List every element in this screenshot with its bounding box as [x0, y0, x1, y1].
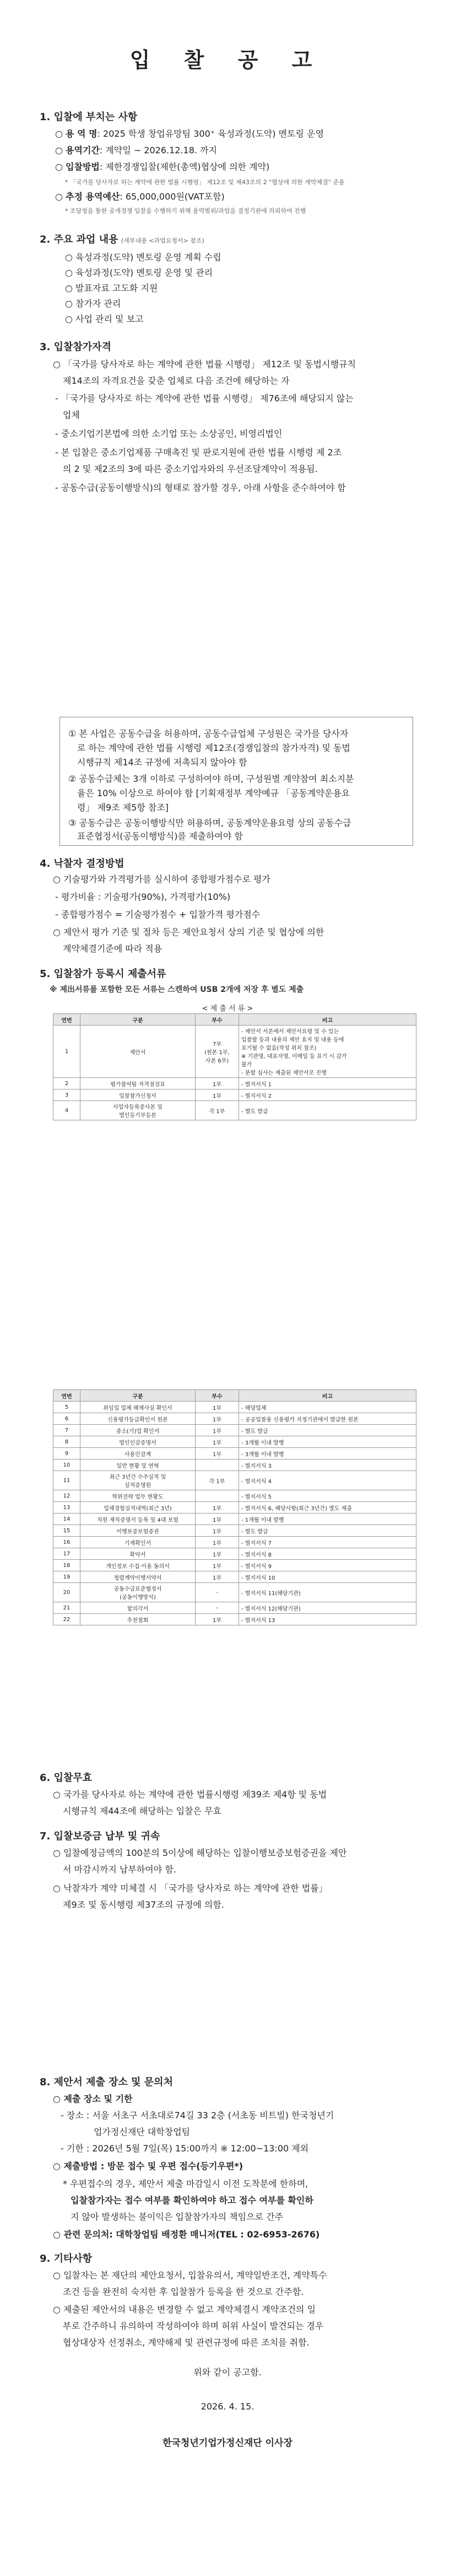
- s7-line: 서 마감시까지 납부하여야 함.: [63, 1864, 176, 1875]
- table-cell: - 별지서식 12(해당기관): [239, 1602, 416, 1614]
- table-cell: - 별도 발급: [239, 1101, 416, 1120]
- s9-line: 부로 간주하니 유의하여 작성하여야 하며 허위 사실이 발견되는 경우: [63, 2321, 324, 2331]
- table-cell: - 별지서식 1: [239, 1078, 416, 1090]
- table-cell: 법인인감증명서: [80, 1436, 196, 1448]
- t2-header: 부수: [196, 1390, 239, 1402]
- table-cell: 19: [53, 1571, 80, 1583]
- table-cell: - 별지서식 11(해당기관): [239, 1583, 416, 1602]
- s2-item: ○ 육성과정(도약) 멘토링 운영 및 관리: [65, 267, 213, 278]
- table-cell: - 1개월 이내 발행: [239, 1514, 416, 1525]
- s9-line: ○ 입찰자는 본 재단의 제안요청서, 입찰유의서, 계약일반조건, 계약특수: [53, 2270, 327, 2280]
- table-cell: 1부: [196, 1425, 239, 1436]
- table-row: [53, 1101, 416, 1120]
- s2-item: ○ 육성과정(도약) 멘토링 운영 계획 수립: [65, 252, 221, 262]
- table-cell: 기재확인서: [80, 1537, 196, 1548]
- table-cell: 20: [53, 1583, 80, 1602]
- section-4-heading: 4. 낙찰자 결정방법: [40, 858, 124, 870]
- table-cell: 17: [53, 1548, 80, 1560]
- s3-line: 의 2 및 제2조의 3에 따른 중소기업자와의 우선조달계약이 적용됨.: [63, 464, 318, 474]
- table-cell: 11: [53, 1471, 80, 1490]
- s8-line: - 장소 : 서울 서초구 서초대로74길 33 2층 (서초동 비트빌) 한국청년기: [61, 2110, 334, 2121]
- box-line: 시행규칙 제14조 규정에 저촉되지 않아야 함: [77, 757, 247, 768]
- table-cell: [196, 1490, 239, 1502]
- table-cell: - 별지서식 4: [239, 1471, 416, 1490]
- table-cell: 1부: [196, 1090, 239, 1101]
- table-row: [53, 1448, 416, 1459]
- table-row: [53, 1548, 416, 1560]
- table-cell: 개인정보 수집·이용 동의서: [80, 1560, 196, 1571]
- table-cell: - 별지서식 10: [239, 1571, 416, 1583]
- s1-item-budget: ○ 추정 용역예산: 65,000,000원(VAT포함): [55, 191, 225, 202]
- s3-line: 제14조의 자격요건을 갖춘 업체로 다음 조건에 해당하는 자: [63, 375, 290, 386]
- table-row: [53, 1402, 416, 1413]
- table-cell: 1부: [196, 1448, 239, 1459]
- table-cell: 1부: [196, 1525, 239, 1537]
- table-cell: 22: [53, 1614, 80, 1625]
- table-cell: - 제안서 서론에서 제안서요령 및 수 있는 입찰할 등과 내용의 제안 효지 및 내용 등에 표기될 수 없음(작성 위치 참조) ※ 기관명, 대표자명, 이메일 등 표기 시 감가 불가 - 분할 심사는 제출된 제안서로 진행: [239, 1026, 416, 1078]
- t2-header: 비고: [239, 1390, 416, 1402]
- table-cell: 1부: [196, 1537, 239, 1548]
- s1-item-method: ○ 입찰방법: 제한경쟁입찰(제한(총액)협상에 의한 계약): [55, 162, 270, 172]
- s3-line: - 공동수급(공동이행방식)의 형태로 참가할 경우, 아래 사항을 준수하여야 함: [55, 482, 346, 493]
- table-cell: 학위전략 업무 현황도: [80, 1490, 196, 1502]
- table-cell: 5: [53, 1402, 80, 1413]
- table-cell: 사업자등록증사본 및 법인등기부등본: [80, 1101, 196, 1120]
- s8-line: ○ 관련 문의처: 대학창업팀 배정환 매니저(TEL : 02-6953-2676): [53, 2229, 320, 2240]
- table-cell: 7부 (원본 1부, 사본 6부): [196, 1026, 239, 1078]
- s1-item-name: ○ 용 역 명: 2025 학생 창업유망팀 300⁺ 육성과정(도약) 멘토링 운영: [55, 128, 324, 139]
- box-line: 령」 제9조 제5항 참조]: [77, 802, 169, 813]
- section-1-heading: 1. 입찰에 부치는 사항: [40, 111, 138, 123]
- table-cell: 청렴계약이행서약서: [80, 1571, 196, 1583]
- s3-line: - 「국가를 당사자로 하는 계약에 관한 법률 시행령」 제76조에 해당되지 않는: [55, 393, 354, 404]
- table-cell: - 별지서식 8: [239, 1548, 416, 1560]
- table-cell: 1부: [196, 1402, 239, 1413]
- t2-header: 구분: [80, 1390, 196, 1402]
- table-row: [53, 1078, 416, 1090]
- table-cell: - 별지서식 3: [239, 1459, 416, 1471]
- table-cell: 2: [53, 1078, 80, 1090]
- s1-note-2: * 조달청을 통한 공개경쟁 입찰을 수행하기 위해 용역범위/과업을 결정기관에 의뢰하여 진행: [65, 207, 306, 214]
- table-cell: - 3개월 이내 발행: [239, 1448, 416, 1459]
- table-cell: 신용평가등급확인서 원본: [80, 1413, 196, 1425]
- table-row: [53, 1560, 416, 1571]
- s7-line: 제9조 및 동시행령 제37조의 규정에 의함.: [63, 1899, 224, 1910]
- submission-table-1: [53, 1013, 416, 1120]
- s8-line: ○ 제출 장소 및 기한: [53, 2094, 133, 2104]
- table-row: [53, 1571, 416, 1583]
- table-row: [53, 1525, 416, 1537]
- table-cell: 1부: [196, 1502, 239, 1514]
- submission-table-2: [53, 1389, 416, 1625]
- s8-line: ○ 제출방법 : 방문 접수 및 우편 접수(등기우편*): [53, 2161, 243, 2171]
- s9-line: 조건 등을 완전히 숙지한 후 입찰참가 등록을 한 것으로 간주함.: [63, 2287, 304, 2297]
- table-cell: 1부: [196, 1514, 239, 1525]
- table-cell: 각 1부: [196, 1101, 239, 1120]
- table-row: [53, 1026, 416, 1078]
- table-cell: 9: [53, 1448, 80, 1459]
- table-cell: 10: [53, 1459, 80, 1471]
- table-cell: 추천철회: [80, 1614, 196, 1625]
- table-cell: 중소(기)업 확인서: [80, 1425, 196, 1436]
- table-cell: 최근 3년간 수주실적 및 실적증명원: [80, 1471, 196, 1490]
- table-row: [53, 1514, 416, 1525]
- table-cell: 12: [53, 1490, 80, 1502]
- s4-line: 계약체결기준에 따라 적용: [63, 943, 162, 954]
- table-cell: 각 1부: [196, 1471, 239, 1490]
- table-row: [53, 1502, 416, 1514]
- table-cell: 사용인감계: [80, 1448, 196, 1459]
- table-cell: - 별지서식 6, 해당사항(최근 3년간) 별도 제출: [239, 1502, 416, 1514]
- table-cell: 위임입 업체 해제사실 확인서: [80, 1402, 196, 1413]
- table-cell: - 별지서식 2: [239, 1090, 416, 1101]
- box-line: ② 공동수급체는 3개 이하로 구성하여야 하며, 구성원별 계약참여 최소지분: [68, 774, 354, 784]
- s6-line: 시행규칙 제44조에 해당하는 입찰은 무효: [63, 1806, 221, 1816]
- table-cell: 공동수급표준협정서 (공동이행방식): [80, 1583, 196, 1602]
- section-3-heading: 3. 입찰참가자격: [40, 341, 111, 353]
- table-cell: 1: [53, 1026, 80, 1078]
- table-cell: 합의각서: [80, 1602, 196, 1614]
- box-line: 표준협정서(공동이행방식)를 제출하여야 함: [77, 831, 243, 841]
- section-9-heading: 9. 기타사항: [40, 2253, 93, 2264]
- s1-item-period: ○ 용역기간: 계약일 ~ 2026.12.18. 까지: [55, 145, 217, 155]
- table-cell: 1부: [196, 1436, 239, 1448]
- t2-header: 연번: [53, 1390, 80, 1402]
- issuer-name: 한국청년기업가정신재단 이사장: [162, 2438, 292, 2449]
- table-cell: 1부: [196, 1571, 239, 1583]
- table-cell: 평가참여팀 자격점검표: [80, 1078, 196, 1090]
- section-6-heading: 6. 입찰무효: [40, 1772, 93, 1784]
- table-cell: 6: [53, 1413, 80, 1425]
- table-row: [53, 1090, 416, 1101]
- box-line: 율은 10% 이상으로 하여야 함 [기획재정부 계약예규 「공동계약운용요: [77, 788, 350, 798]
- table-row: [53, 1537, 416, 1548]
- s4-line: - 종합평가점수 = 기술평가점수 + 입찰가격 평가점수: [55, 909, 261, 920]
- s7-line: ○ 낙찰자가 계약 미체결 시 「국가를 당사자로 하는 계약에 관한 법률」: [53, 1883, 328, 1893]
- s9-line: 협상대상자 선정취소, 계약해제 및 관련규정에 따른 조치를 취함.: [63, 2337, 310, 2348]
- s4-line: - 평가비율 : 기술평가(90%), 가격평가(10%): [55, 892, 231, 902]
- table-row: [53, 1413, 416, 1425]
- s8-line: 지 않아 발생하는 불이익은 입찰참가자의 책임으로 간주: [71, 2212, 284, 2222]
- s8-line: 업가정신재단 대학창업팀: [94, 2127, 191, 2137]
- table-row: [53, 1583, 416, 1602]
- closing-text: 위와 같이 공고함.: [193, 2367, 262, 2378]
- table-cell: - 해당업체: [239, 1402, 416, 1413]
- section-8-heading: 8. 제안서 제출 장소 및 문의처: [40, 2076, 173, 2088]
- section-2-heading-row: 2. 주요 과업 내용 (세부내용 <과업요청서> 참조): [40, 234, 204, 245]
- table-cell: 13: [53, 1502, 80, 1514]
- table-cell: 1부: [196, 1413, 239, 1425]
- s2-item: ○ 참가자 관리: [65, 298, 121, 309]
- table-cell: 확약서: [80, 1548, 196, 1560]
- t1-header: 부수: [196, 1014, 239, 1026]
- table-row: [53, 1436, 416, 1448]
- table-cell: 21: [53, 1602, 80, 1614]
- box-line: ③ 공동수급은 공동이행방식만 허용하며, 공동계약운용요령 상의 공동수급: [68, 818, 351, 828]
- section-5-heading: 5. 입찰참가 등록시 제출서류: [40, 968, 166, 980]
- table-cell: - 별지서식 7: [239, 1537, 416, 1548]
- table-row: [53, 1490, 416, 1502]
- announce-date: 2026. 4. 15.: [201, 2401, 254, 2412]
- s6-line: ○ 국가를 당사자로 하는 계약에 관한 법률시행령 제39조 제4항 및 동법: [53, 1789, 327, 1800]
- table-row: [53, 1614, 416, 1625]
- table-cell: 제안서: [80, 1026, 196, 1078]
- t1-header: 구분: [80, 1014, 196, 1026]
- table-cell: 1부: [196, 1078, 239, 1090]
- table-cell: -: [196, 1602, 239, 1614]
- table-cell: - 별지서식 13: [239, 1614, 416, 1625]
- table-cell: 18: [53, 1560, 80, 1571]
- s9-line: ○ 제출된 제안서의 내용은 변경할 수 없고 계약체결시 계약조건의 일: [53, 2304, 316, 2315]
- table-cell: - 별지서식 5: [239, 1490, 416, 1502]
- s7-line: ○ 입찰예정금액의 100분의 5이상에 해당하는 입찰이행보증보험증권을 제안: [53, 1848, 347, 1858]
- table-cell: 15: [53, 1525, 80, 1537]
- s2-item: ○ 발표자료 고도화 지원: [65, 283, 158, 293]
- t1-header: 연번: [53, 1014, 80, 1026]
- table-cell: - 별도 발급: [239, 1425, 416, 1436]
- table-cell: 직원 재직증명서 등록 및 4대 보험: [80, 1514, 196, 1525]
- s3-line: 업체: [63, 410, 80, 420]
- table-cell: [196, 1459, 239, 1471]
- s4-line: ○ 기술평가와 가격평가를 실시하여 종합평가점수로 평가: [53, 874, 270, 884]
- table-cell: -: [196, 1583, 239, 1602]
- table-row: [53, 1471, 416, 1490]
- t1-header: 비고: [239, 1014, 416, 1026]
- table-cell: 16: [53, 1537, 80, 1548]
- section-7-heading: 7. 입찰보증금 납부 및 귀속: [40, 1831, 160, 1842]
- table-cell: 1부: [196, 1560, 239, 1571]
- table-cell: - 공공입찰용 신용평가 지정기관에서 발급한 원본: [239, 1413, 416, 1425]
- table-cell: 7: [53, 1425, 80, 1436]
- s2-item: ○ 사업 관리 및 보고: [65, 314, 144, 324]
- table-row: [53, 1602, 416, 1614]
- s1-note-1: * 「국가를 당사자로 하는 계약에 관한 법률 시행령」 제12조 및 제43조의 2 "협상에 의한 계약체결" 준용: [65, 179, 345, 186]
- s5-notice: ※ 제出서류를 포함한 모든 서류는 스캔하여 USB 2개에 저장 후 별도 제출: [50, 985, 304, 994]
- table-cell: - 별도 발급: [239, 1525, 416, 1537]
- s3-line: ○ 「국가를 당사자로 하는 계약에 관한 법률 시행령」 제12조 및 동법시행규칙: [53, 359, 356, 369]
- table-cell: 이행보증보험증권: [80, 1525, 196, 1537]
- s3-line: - 중소기업기본법에 의한 소기업 또는 소상공인, 비영리법인: [55, 428, 283, 439]
- s8-line: - 기한 : 2026년 5월 7일(목) 15:00까지 ※ 12:00~13:00 제외: [61, 2143, 309, 2154]
- table-row: [53, 1459, 416, 1471]
- table-cell: 14: [53, 1514, 80, 1525]
- table-cell: 입찰참가신청서: [80, 1090, 196, 1101]
- s5-caption: < 제 출 서 류 >: [202, 1005, 253, 1013]
- table-cell: - 별지서식 9: [239, 1560, 416, 1571]
- s8-line: 입찰참가자는 접수 여부를 확인하여야 하고 접수 여부를 확인하: [71, 2195, 313, 2205]
- table-row: [53, 1425, 416, 1436]
- table-cell: 8: [53, 1436, 80, 1448]
- s3-line: - 본 입찰은 중소기업제품 구매촉진 및 판로지원에 관한 법률 시행령 제 2조: [55, 447, 342, 458]
- table-cell: 일반 현황 및 연혁: [80, 1459, 196, 1471]
- s4-line: ○ 제안서 평가 기준 및 절차 등은 제안요청서 상의 기준 및 협상에 의한: [53, 927, 324, 937]
- box-line: 로 하는 계약에 관한 법률 시행령 제12조(경쟁입찰의 참가자격) 및 동법: [77, 743, 350, 753]
- table-cell: 업체경험실적내역(최근 3년): [80, 1502, 196, 1514]
- page-title: 입 찰 공 고: [129, 48, 326, 72]
- table-cell: - 3개월 이내 발행: [239, 1436, 416, 1448]
- box-line: ① 본 사업은 공동수급을 허용하며, 공동수급업체 구성원은 국가를 당사자: [68, 728, 349, 739]
- table-cell: 1부: [196, 1548, 239, 1560]
- table-cell: 4: [53, 1101, 80, 1120]
- table-cell: 3: [53, 1090, 80, 1101]
- table-cell: 1부: [196, 1614, 239, 1625]
- s8-line: * 우편접수의 경우, 제안서 제출 마감일시 이전 도착분에 한하며,: [63, 2178, 308, 2189]
